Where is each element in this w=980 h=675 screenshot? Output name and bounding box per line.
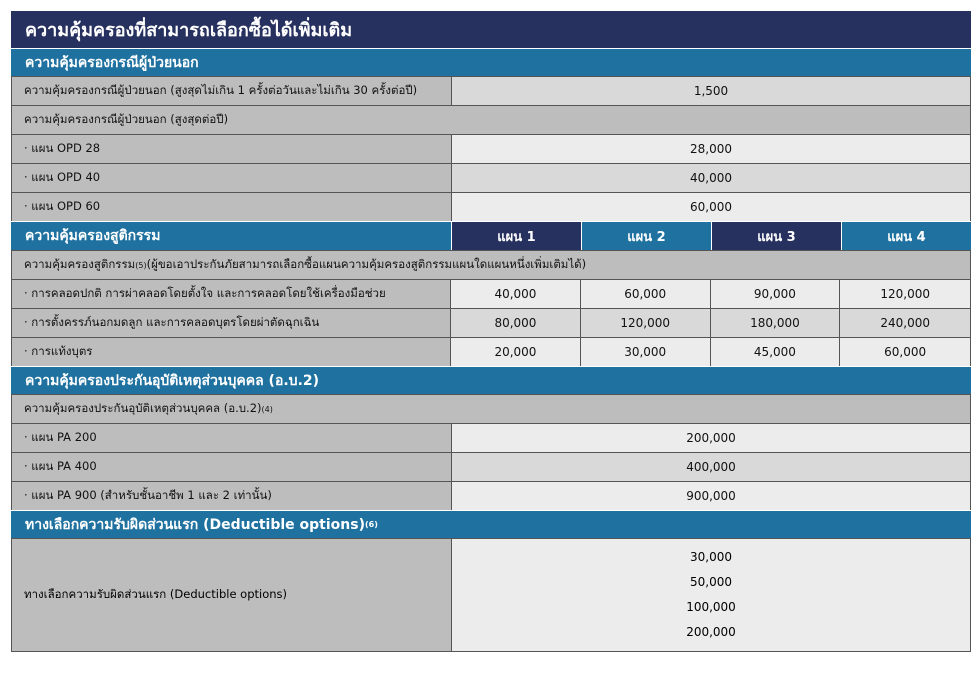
table-row xyxy=(12,308,970,337)
row-label: · การแท้งบุตร xyxy=(12,338,451,366)
deductible-value: 200,000 xyxy=(686,625,736,639)
row-value: 240,000 xyxy=(840,309,970,337)
note-rest: (ผู้ขอเอาประกันภัยสามารถเลือกซื้อแผนความคุ้มครองสูติกรรมแผนใดแผนหนึ่งเพิ่มเติมได้) xyxy=(146,257,587,271)
row-label: ทางเลือกความรับผิดส่วนแรก (Deductible options) xyxy=(12,539,452,651)
row-value: 200,000 xyxy=(452,424,970,452)
row-label: · แผน PA 400 xyxy=(12,453,452,481)
footnote-marker: (4) xyxy=(261,404,273,414)
coverage-table xyxy=(11,11,971,652)
table-row xyxy=(12,250,970,279)
row-label xyxy=(12,251,970,279)
row-value: 120,000 xyxy=(840,280,970,308)
table-row xyxy=(12,423,970,452)
section-header-opd: ความคุ้มครองกรณีผู้ป่วยนอก xyxy=(11,48,971,76)
row-label xyxy=(12,395,970,423)
row-label: · การตั้งครรภ์นอกมดลูก และการคลอดบุตรโดยผ่าตัดฉุกเฉิน xyxy=(12,309,451,337)
pa-label: ความคุ้มครองประกันอุบัติเหตุส่วนบุคคล (อ.บ.2) xyxy=(24,401,262,415)
row-value: 45,000 xyxy=(711,338,841,366)
row-value: 40,000 xyxy=(452,164,970,192)
row-label: · แผน OPD 40 xyxy=(12,164,452,192)
section-header-pa: ความคุ้มครองประกันอุบัติเหตุส่วนบุคคล (อ.บ.2) xyxy=(11,366,971,394)
row-value: 120,000 xyxy=(581,309,711,337)
section-title: ทางเลือกความรับผิดส่วนแรก (Deductible options) xyxy=(25,516,365,533)
section-title: ความคุ้มครองสูติกรรม xyxy=(11,222,451,250)
table-row xyxy=(12,163,970,192)
plan-header: แผน 3 xyxy=(711,222,841,250)
row-label: · แผน PA 200 xyxy=(12,424,452,452)
page-title: ความคุ้มครองที่สามารถเลือกซื้อได้เพิ่มเติม xyxy=(11,11,971,48)
row-label: · แผน PA 900 (สำหรับชั้นอาชีพ 1 และ 2 เท่านั้น) xyxy=(12,482,452,510)
table-row xyxy=(12,279,970,308)
deductible-values xyxy=(452,539,970,651)
section-header-maternity xyxy=(11,221,971,250)
row-value: 400,000 xyxy=(452,453,970,481)
row-value: 80,000 xyxy=(451,309,581,337)
table-row xyxy=(12,538,970,652)
row-label: · การคลอดปกติ การผ่าคลอดโดยตั้งใจ และการคลอดโดยใช้เครื่องมือช่วย xyxy=(12,280,451,308)
footnote-marker: (5) xyxy=(135,260,147,270)
row-value: 900,000 xyxy=(452,482,970,510)
deductible-value: 100,000 xyxy=(686,600,736,614)
table-row xyxy=(12,192,970,221)
row-label: ความคุ้มครองกรณีผู้ป่วยนอก (สูงสุดไม่เกิน 1 ครั้งต่อวันและไม่เกิน 30 ครั้งต่อปี) xyxy=(12,77,452,105)
table-row xyxy=(12,76,970,105)
row-label: · แผน OPD 60 xyxy=(12,193,452,221)
row-value: 60,000 xyxy=(840,338,970,366)
row-value: 1,500 xyxy=(452,77,970,105)
row-value: 30,000 xyxy=(581,338,711,366)
table-row xyxy=(12,337,970,366)
table-row xyxy=(12,481,970,510)
row-label: · แผน OPD 28 xyxy=(12,135,452,163)
table-row xyxy=(12,394,970,423)
table-row xyxy=(12,105,970,134)
deductible-value: 30,000 xyxy=(690,550,732,564)
deductible-value: 50,000 xyxy=(690,575,732,589)
footnote-marker: (6) xyxy=(365,520,378,529)
row-value: 20,000 xyxy=(451,338,581,366)
row-value: 40,000 xyxy=(451,280,581,308)
row-value: 60,000 xyxy=(452,193,970,221)
row-value: 180,000 xyxy=(711,309,841,337)
row-value: 28,000 xyxy=(452,135,970,163)
plan-header: แผน 2 xyxy=(581,222,711,250)
note-label: ความคุ้มครองสูติกรรม xyxy=(24,257,136,271)
table-row xyxy=(12,452,970,481)
plan-header: แผน 4 xyxy=(841,222,971,250)
section-header-deductible xyxy=(11,510,971,538)
table-row xyxy=(12,134,970,163)
row-label: ความคุ้มครองกรณีผู้ป่วยนอก (สูงสุดต่อปี) xyxy=(12,106,970,134)
row-value: 60,000 xyxy=(581,280,711,308)
plan-header: แผน 1 xyxy=(451,222,581,250)
row-value: 90,000 xyxy=(711,280,841,308)
